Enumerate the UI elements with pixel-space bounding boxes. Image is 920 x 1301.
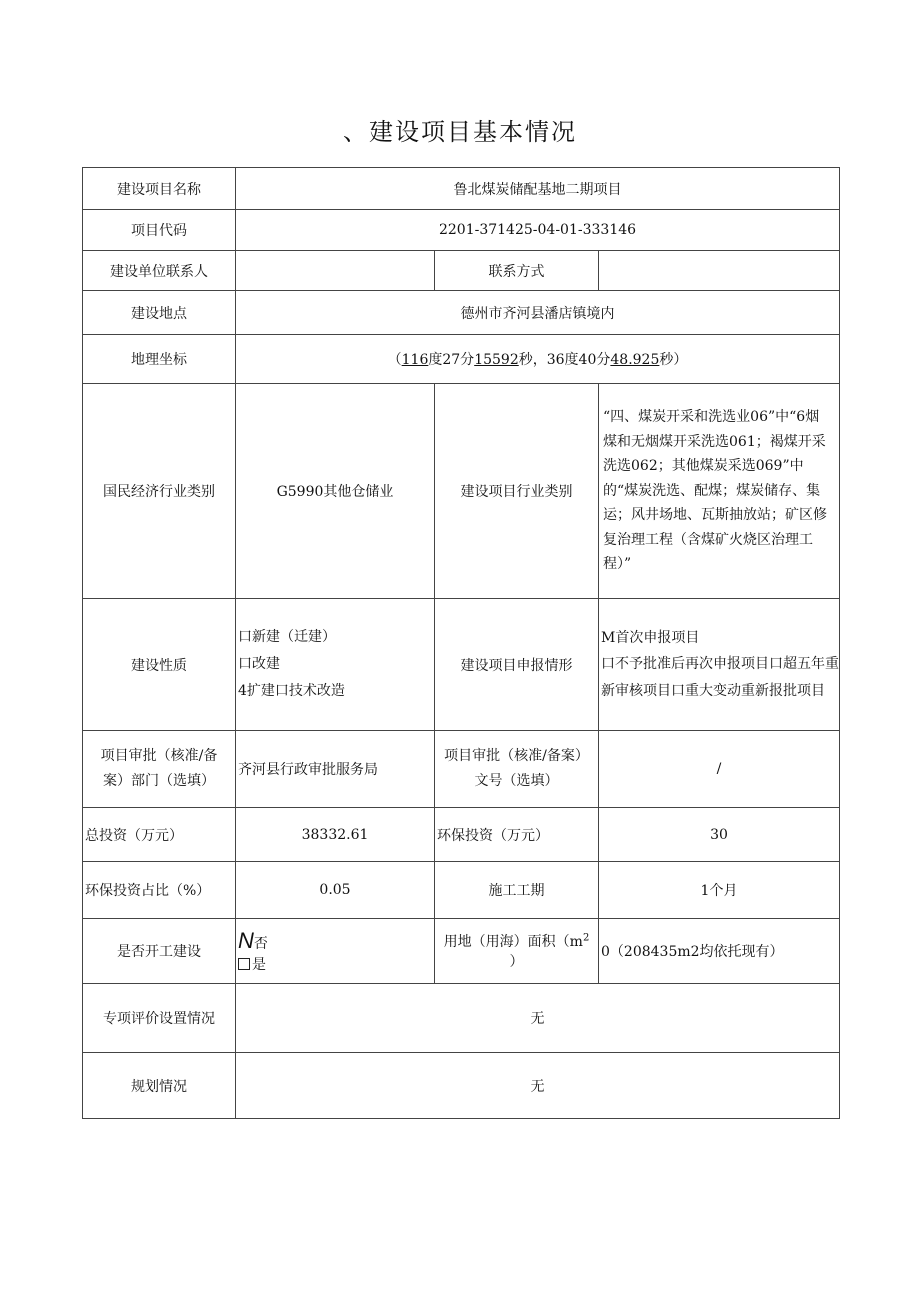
- coord-lon-sec: 15592: [474, 352, 519, 368]
- row-investment: [83, 808, 840, 862]
- label-coordinates: 地理坐标: [83, 335, 236, 384]
- apply-first: M首次申报项目: [601, 629, 700, 646]
- coord-lon-deg: 116: [401, 352, 429, 368]
- coord-lon-sec-unit: 秒，36度40分: [518, 352, 611, 368]
- value-approval-dept: 齐河县行政审批服务局: [236, 731, 435, 808]
- value-planning: 无: [236, 1053, 840, 1119]
- label-started: 是否开工建设: [83, 919, 236, 984]
- label-contact-person: 建设单位联系人: [83, 251, 236, 291]
- row-started: [83, 919, 840, 984]
- started-yes-label: 是: [252, 957, 266, 973]
- value-land-area: 0（208435m2均依托现有）: [599, 919, 840, 984]
- value-env-ratio: 0.05: [236, 862, 435, 919]
- row-project-name: [83, 168, 840, 210]
- value-approval-doc: /: [599, 731, 840, 808]
- label-env-ratio: 环保投资占比（%）: [83, 862, 236, 919]
- project-info-table: [82, 167, 840, 1119]
- coord-lon-deg-unit: 度27分: [428, 352, 475, 368]
- label-approval-doc: [435, 731, 599, 808]
- value-location: 德州市齐河县潘店镇境内: [236, 291, 840, 335]
- value-special-eval: 无: [236, 984, 840, 1053]
- land-area-text: 用地（用海）面积（m: [443, 934, 583, 950]
- value-env-investment: 30: [599, 808, 840, 862]
- label-approval-dept: [83, 731, 236, 808]
- row-contact: [83, 251, 840, 291]
- value-coordinates: [236, 335, 840, 384]
- label-project-name: 建设项目名称: [83, 168, 236, 210]
- label-nature: 建设性质: [83, 599, 236, 731]
- land-area-sup: 2: [582, 932, 590, 944]
- row-coordinates: [83, 335, 840, 384]
- value-apply-situation: [599, 599, 840, 731]
- value-contact-method: [599, 251, 840, 291]
- row-project-code: [83, 210, 840, 251]
- nature-expand: 4扩建口技术改造: [238, 683, 345, 699]
- value-contact-person: [236, 251, 435, 291]
- coord-open: （: [387, 352, 402, 368]
- row-location: [83, 291, 840, 335]
- label-national-industry: 国民经济行业类别: [83, 384, 236, 599]
- apply-other: 口不予批准后再次申报项目口超五年重新审核项目口重大变动重新报批项目: [601, 656, 839, 699]
- label-contact-method: 联系方式: [435, 251, 599, 291]
- label-land-area: [435, 919, 599, 984]
- coord-lat-sec-unit: 秒）: [659, 352, 688, 368]
- label-project-code: 项目代码: [83, 210, 236, 251]
- label-approval-doc-line1: 项目审批（核准/备案）: [444, 748, 589, 764]
- value-national-industry: G5990其他仓储业: [236, 384, 435, 599]
- value-total-investment: 38332.61: [236, 808, 435, 862]
- nature-rebuild: 口改建: [238, 656, 280, 672]
- land-area-close: ）: [509, 954, 524, 970]
- label-location: 建设地点: [83, 291, 236, 335]
- label-approval-dept-line2: 案）部门（选填）: [103, 773, 215, 789]
- value-started: [236, 919, 435, 984]
- label-approval-doc-line2: 文号（选填）: [474, 773, 559, 789]
- started-no-label: 否: [253, 936, 268, 952]
- label-total-investment: 总投资（万元）: [83, 808, 236, 862]
- label-apply-situation: 建设项目申报情形: [435, 599, 599, 731]
- started-no: [238, 928, 434, 954]
- row-industry: [83, 384, 840, 599]
- nature-new: 口新建（迁建）: [238, 629, 336, 645]
- label-special-eval: 专项评价设置情况: [83, 984, 236, 1053]
- checkbox-icon: [238, 958, 250, 970]
- coord-lat-sec: 48.925: [610, 352, 660, 368]
- row-special-eval: [83, 984, 840, 1053]
- row-planning: [83, 1053, 840, 1119]
- label-construction-period: 施工工期: [435, 862, 599, 919]
- page-title: 、建设项目基本情况: [343, 118, 577, 146]
- label-planning: 规划情况: [83, 1053, 236, 1119]
- value-nature: [236, 599, 435, 731]
- value-project-name: 鲁北煤炭储配基地二期项目: [236, 168, 840, 210]
- label-approval-dept-line1: 项目审批（核准/备: [100, 748, 218, 764]
- label-project-industry: 建设项目行业类别: [435, 384, 599, 599]
- row-approval: [83, 731, 840, 808]
- value-project-industry: “四、煤炭开采和洗选业06”中“6烟煤和无烟煤开采洗选061；褐煤开采洗选062；其他煤炭采选069”中的“煤炭洗选、配煤；煤炭储存、集运；风井场地、瓦斯抽放站；矿区修复治理工程（含煤矿火烧区治理工程）”: [599, 384, 840, 599]
- value-construction-period: 1个月: [599, 862, 840, 919]
- checked-mark: N: [238, 928, 254, 953]
- row-ratio: [83, 862, 840, 919]
- value-project-code: 2201-371425-04-01-333146: [236, 210, 840, 251]
- label-env-investment: 环保投资（万元）: [435, 808, 599, 862]
- started-yes: [238, 954, 434, 974]
- row-nature: [83, 599, 840, 731]
